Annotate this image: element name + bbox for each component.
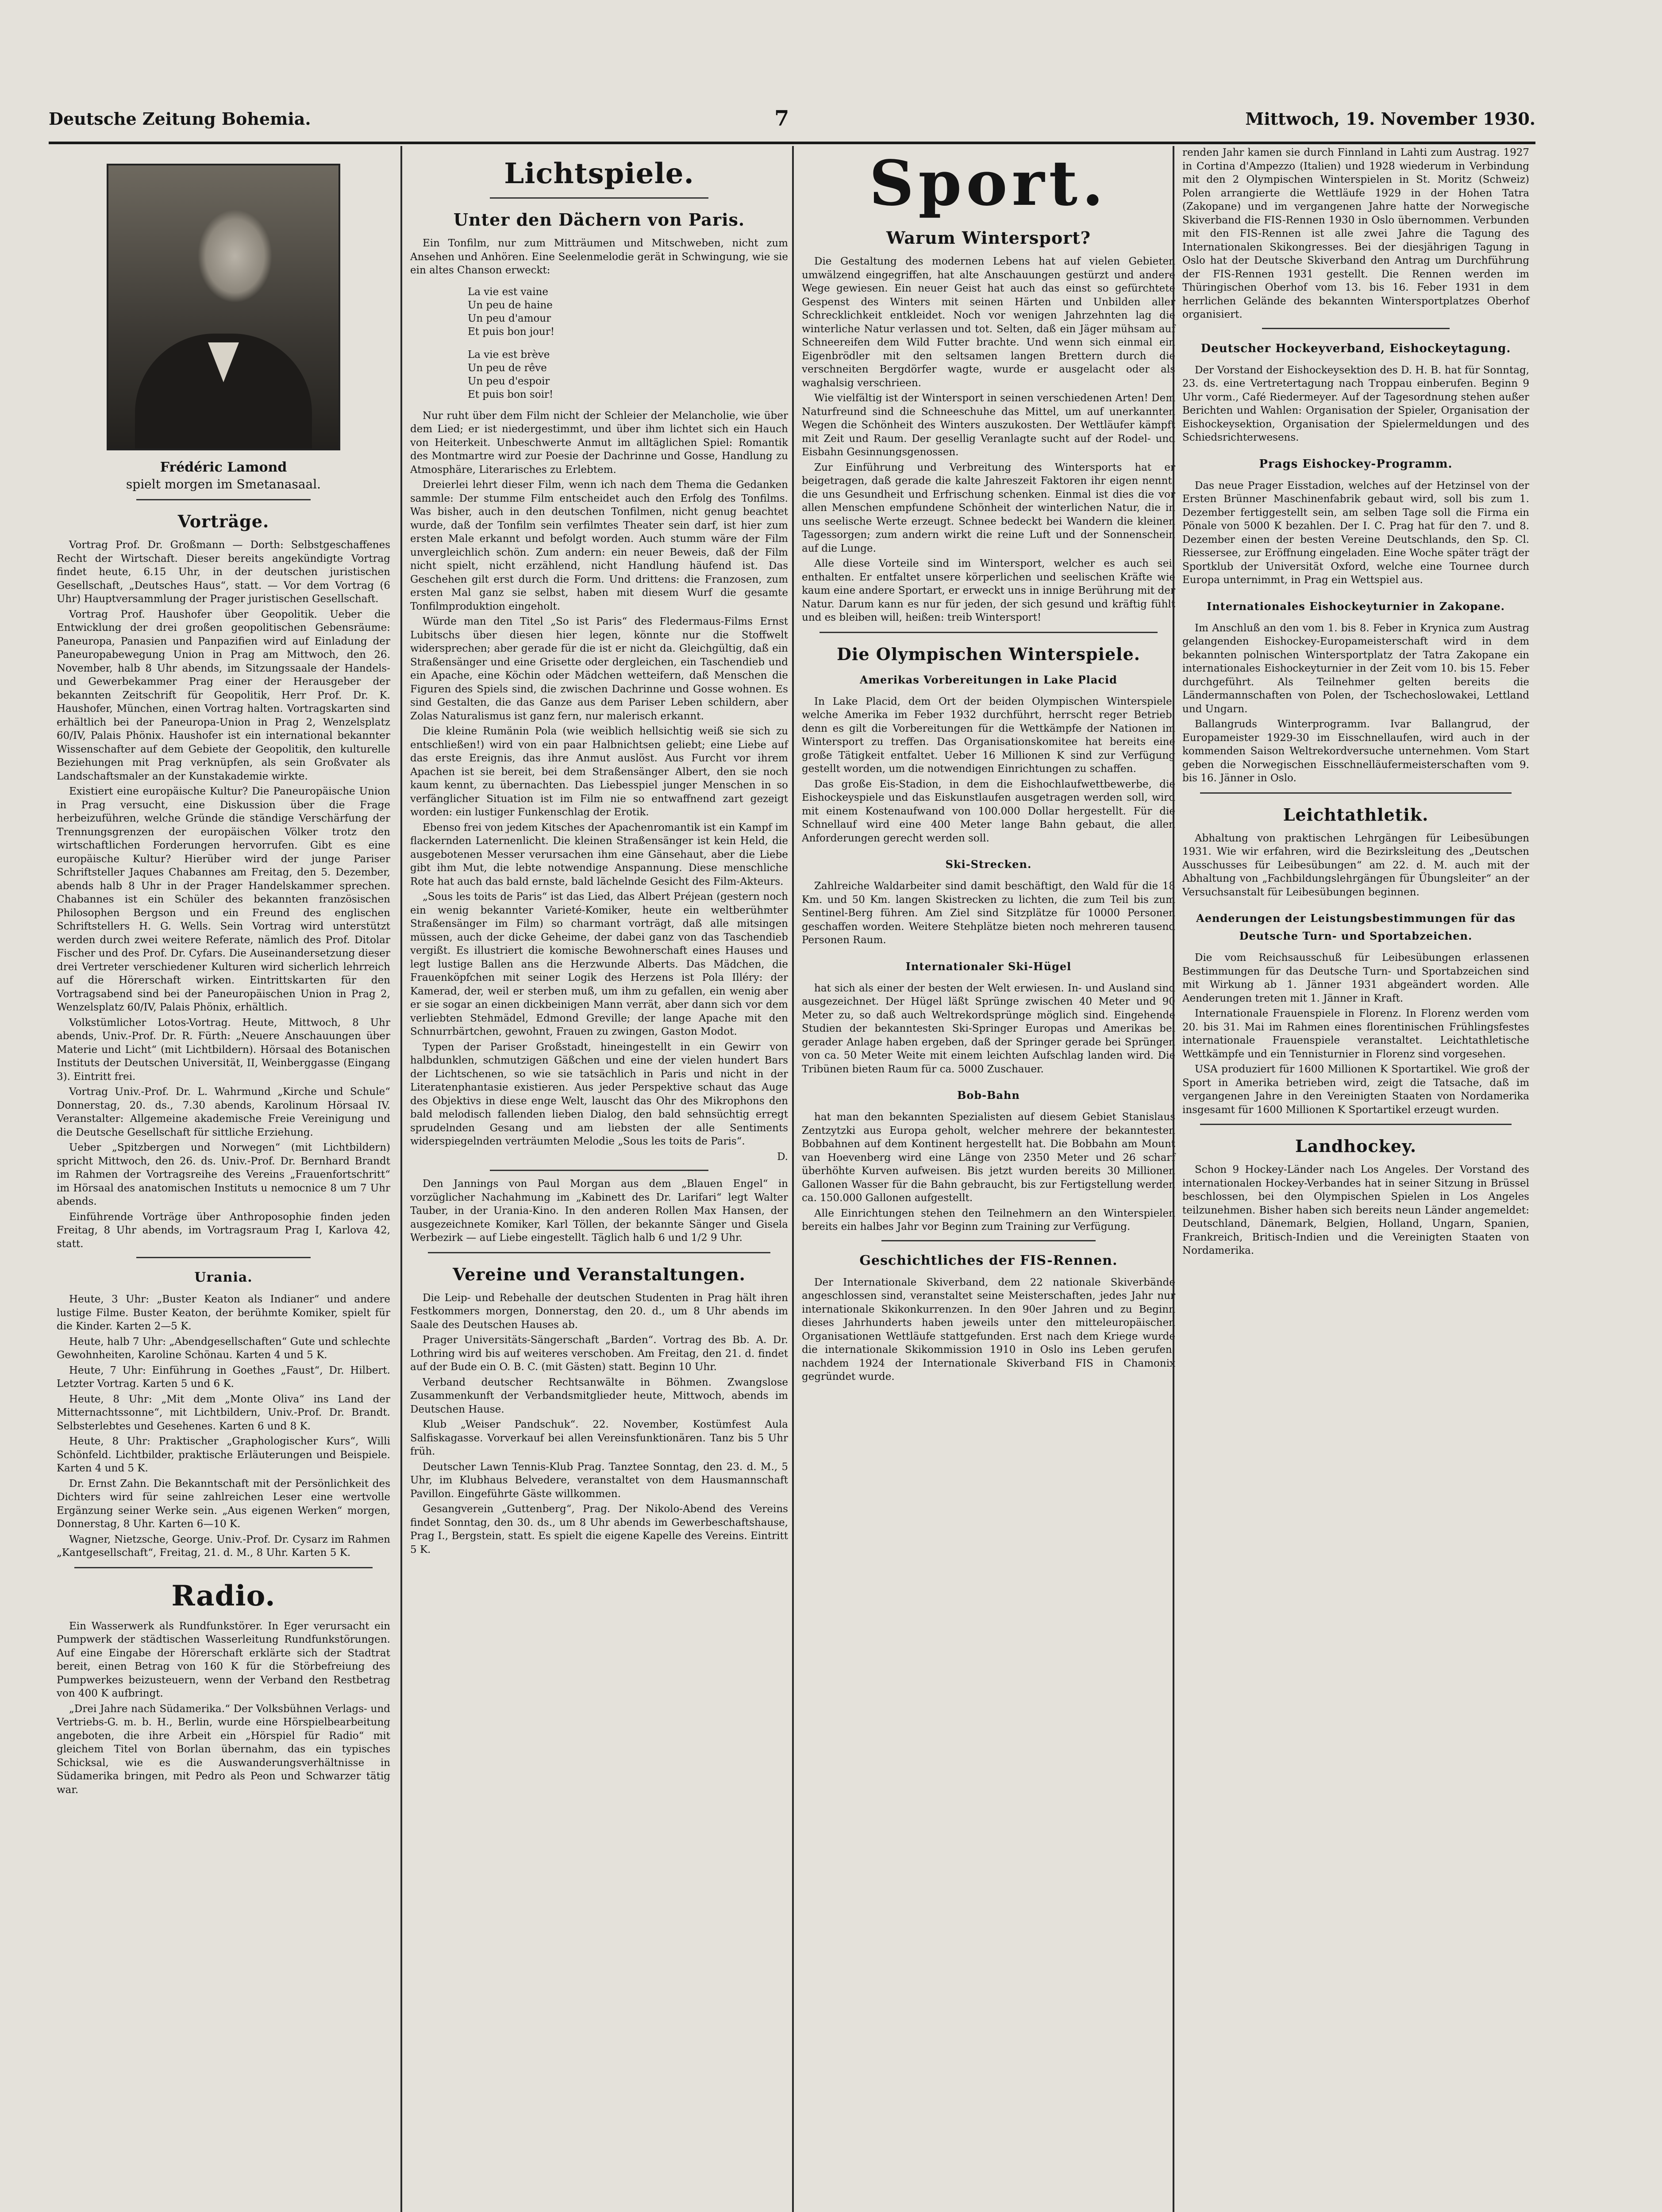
article-paragraph: Heute, 3 Uhr: „Buster Keaton als Indianer“ und andere lustige Filme. Buster Keaton, der berühmte Komiker, spielt für die Kinder. Karten 2—5 K. xyxy=(57,1294,390,1332)
article-paragraph: Die Gestaltung des modernen Lebens hat auf vielen Gebieten umwälzend eingegriffen, hat alte Anschauungen gestürzt und andere Wege gewiesen. Ein neuer Geist hat auch das einst so gefürchtete Gespenst des Winters mit seinen Härten und Unbilden aller Schrecklichkeit entkleidet. Noch vor wenigen Jahrzehnten lag die winterliche Natur verlassen und tot. Selten, daß ein Jäger mühsam auf Schneereifen dem Wild Futter brachte. Und wenn sich einmal ein Eigenbrödler mit den seltsamen langen Brettern durch die verschneiten Bergdörfer wagte, wurde er ausgelacht oder als waghalsig verschrieen. xyxy=(802,256,1175,389)
article-headline: Die Olympischen Winterspiele. xyxy=(836,644,1141,664)
article-paragraph: Vortrag Prof. Dr. Großmann — Dorth: Selbstgeschaffenes Recht der Wirtschaft. Dieser bereits angekündigte Vortrag findet heute, 6.15 Uhr, in der deutschen juristischen Gesellschaft, „Deutsches Haus“, statt. — Vor dem Vortrag (6 Uhr) Hauptversammlung der Prager juristischen Gesellschaft. xyxy=(57,539,390,605)
article-headline: Internationales Eishockeyturnier in Zakopane. xyxy=(1206,599,1505,613)
section-title-vereine: Vereine und Veranstaltungen. xyxy=(453,1264,746,1284)
masthead-paper-name: Deutsche Zeitung Bohemia. xyxy=(49,109,311,129)
masthead-page-number: 7 xyxy=(774,106,789,131)
article-paragraph: Typen der Pariser Großstadt, hineingestellt in ein Gewirr von halbdunklen, schmutzigen Gäßchen und eine der vielen hundert Bars der Lichtschenen, so wie sie tatsächlich in Paris und nicht in der Literatenphantasie existieren. Aus jeder Perspektive schaut das Auge des Objektivs in diese enge Welt, lauscht das Ohr des Mikrophons den bald melodisch fallenden lieben Dialog, den bald sehnsüchtig erregt sprudelnden Gesang und am liebsten der alle Sentiments widerspiegelnden verträumten Melodie „Sous les toits de Paris“. xyxy=(410,1041,788,1147)
article-paragraph: Wie vielfältig ist der Wintersport in seinen verschiedenen Arten! Dem Naturfreund sind die Schneeschuhe das Mittel, um auf unerkannten Wegen die Schönheit des Winters auszukosten. Der Wettläufer kämpft mit Zeit und Raum. Der gesellig Veranlagte sucht auf der Rodel- und Eisbahn Gesinnungsgenossen. xyxy=(802,392,1176,458)
article-paragraph: Abhaltung von praktischen Lehrgängen für Leibesübungen 1931. Wie wir erfahren, wird die Bezirksleitung des „Deutschen Ausschusses für Leibesübungen“ am 22. d. M. auch mit der Abhaltung von „Fachbildungslehrgängen für Übungsleiter“ an der Versuchsanstalt für Leibesübungen beginnen. xyxy=(1182,832,1529,898)
divider xyxy=(490,1170,708,1171)
article-headline: Aenderungen der Leistungsbestimmungen für das Deutsche Turn- und Sportabzeichen. xyxy=(1196,912,1516,942)
article-paragraph: Wagner, Nietzsche, George. Univ.-Prof. Dr. Cysarz im Rahmen „Kantgesellschaft“, Freitag, 21. d. M., 8 Uhr. Karten 5 K. xyxy=(57,1533,390,1559)
article-paragraph: hat man den bekannten Spezialisten auf diesem Gebiet Stanislaus Zentzytzki aus Europa geholt, welcher mehrere der bekanntesten Bobbahnen auf dem Kontinent hergestellt hat. Die Bobbahn am Mount van Hoevenberg wird eine Länge von 2350 Meter und 26 scharf überhöhte Kurven aufweisen. Bis jetzt wurden bereits 30 Millionen Gallonen Wasser für die Bahn gebraucht, bis zur Fertigstellung werden ca. 150.000 Gallonen aufgestellt. xyxy=(802,1111,1175,1204)
section-title-sport: Sport. xyxy=(869,147,1108,220)
article-subheadline: Ski-Strecken. xyxy=(945,858,1032,871)
article-paragraph: Würde man den Titel „So ist Paris“ des Fledermaus-Films Ernst Lubitschs über diesen hier legen, könnte nur die Stoffwelt widersprechen; aber gerade für die ist er nicht da. Gleichgültig, daß ein Straßensänger und eine Grisette oder dergleichen, ein Taschendieb und ein Apache, eine Köchin oder Mädchen wetteifern, daß Menschen die Figuren des Spiels sind, die zwischen Dachrinne und Gosse wohnen. Es sind Gestalten, die das Ganze aus dem Pariser Leben schildern, aber Zolas Naturalismus ist ganz fern, nur malerisch erkannt. xyxy=(410,616,788,722)
article-headline: Deutscher Hockeyverband, Eishockeytagung. xyxy=(1200,342,1511,355)
article-headline: Prags Eishockey-Programm. xyxy=(1259,457,1453,471)
masthead-date: Mittwoch, 19. November 1930. xyxy=(1245,109,1535,129)
verse-line: La vie est brève xyxy=(468,349,550,361)
masthead xyxy=(49,106,1535,144)
article-paragraph: Die kleine Rumänin Pola (wie weiblich hellsichtig weiß sie sich zu entschließen!) wird von ein paar Halbnichtsen geliebt; eine Liebe auf das erste Ereignis, das ihre Anmut auslöst. Aus Furcht vor ihrem Apachen ist sie bereit, bei dem Straßensänger Albert, den sie noch kaum kennt, zu übernachten. Das Liebesspiel junger Menschen in so verfänglicher Situation ist im Film nie so entwaffnend zart gezeigt worden: ein lustiger Funkenschlag der Erotik. xyxy=(410,726,788,818)
article-paragraph: Heute, 8 Uhr: Praktischer „Graphologischer Kurs“, Willi Schönfeld. Lichtbilder, praktische Erläuterungen und Beispiele. Karten 4 und 5 K. xyxy=(57,1436,390,1474)
verse-line: Un peu d'espoir xyxy=(468,375,550,387)
article-paragraph: Ein Tonfilm, nur zum Mitträumen und Mitschweben, nicht zum Ansehen und Anhören. Eine Seelenmelodie gerät in Schwingung, wie sie ein altes Chanson erweckt: xyxy=(410,238,788,276)
article-paragraph: Ein Wasserwerk als Rundfunkstörer. In Eger verursacht ein Pumpwerk der städtischen Wasserleitung Rundfunkstörungen. Auf eine Eingabe der Hörerschaft erklärte sich der Stadtrat bereit, einen Betrag von 160 K für die Störbefreiung des Pumpwerkes beizusteuern, wenn der Verband den Restbetrag von 400 K aufbringt. xyxy=(57,1620,390,1699)
article-subheadline: Bob-Bahn xyxy=(957,1089,1020,1102)
article-paragraph: In Lake Placid, dem Ort der beiden Olympischen Winterspiele, welche Amerika im Feber 1932 durchführt, herrscht reger Betrieb, denn es gilt die Vorbereitungen für die Wettkämpfe der Nationen im Wintersport zu treffen. Das Organisationskomitee hat bereits eine große Tätigkeit entfaltet. Ueber 16 Millionen K sind zur Verfügung gestellt worden, um die notwendigen Einrichtungen zu schaffen. xyxy=(802,695,1175,775)
verse-line: La vie est vaine xyxy=(468,286,549,298)
section-title-lichtspiele: Lichtspiele. xyxy=(504,157,694,190)
article-paragraph: Ebenso frei von jedem Kitsches der Apachenromantik ist ein Kampf im flackernden Laternenlicht. Die kleinen Straßensänger ist kein Held, die ausgebotenen Messer verursachen ihm eine Gänsehaut, aber die Liebe gibt ihm Mut, die lebte notwendige Anspannung. Diese menschliche Rote hat auch das bald ernste, bald lächelnde Gesicht des Film-Akteurs. xyxy=(410,822,788,887)
verse-line: Un peu de rêve xyxy=(468,362,547,374)
article-paragraph: Zur Einführung und Verbreitung des Wintersports hat er beigetragen, daß gerade die kalte Jahreszeit Faktoren ihr eigen nennt, die uns Gesundheit und Erfrischung schenken. Einmal ist dies die vor allen Menschen empfundene Schönheit der winterlichen Natur, die in uns seelische Werte erzeugt. Schnee bedeckt bei Wandern die kleinen Tagessorgen; zum andern wirkt die reine Luft und der Sonnenschein auf die Lunge. xyxy=(802,461,1175,554)
section-title-leichtathletik: Leichtathletik. xyxy=(1283,804,1429,825)
article-paragraph: Ballangruds Winterprogramm. Ivar Ballangrud, der Europameister 1929-30 im Eisschnellaufen, wird auch in der kommenden Saison Weltrekordversuche unternehmen. Vom Start geben die Norwegischen Eisschnelläufermeisterschaften vom 9. bis 16. Jänner in Oslo. xyxy=(1182,718,1529,784)
article-subheadline: Amerikas Vorbereitungen in Lake Placid xyxy=(860,673,1117,686)
verse-line: Un peu d'amour xyxy=(468,312,551,324)
column-4 xyxy=(1173,146,1537,2212)
article-headline: Warum Wintersport? xyxy=(886,228,1091,248)
article-paragraph: Klub „Weiser Pandschuk“. 22. November, Kostümfest Aula Salfiskagasse. Vorverkauf bei allen Vereinsfunktionären. Tanz bis 5 Uhr früh. xyxy=(410,1419,788,1457)
article-headline: Unter den Dächern von Paris. xyxy=(453,210,745,230)
divider xyxy=(1200,792,1512,794)
article-paragraph: Heute, 8 Uhr: „Mit dem „Monte Oliva“ ins Land der Mitternachtssonne“, mit Lichtbildern, Univ.-Prof. Dr. Brandt. Selbsterlebtes und Gesehenes. Karten 6 und 8 K. xyxy=(57,1393,390,1432)
article-paragraph: hat sich als einer der besten der Welt erwiesen. In- und Ausland sind ausgezeichnet. Der Hügel läßt Sprünge zwischen 40 Meter und 90 Meter zu, so daß auch Weltrekordsprünge möglich sind. Eingehende Studien der bekanntesten Ski-Springer Europas und Amerikas bei gerader Anlage haben ergeben, daß der Springer gerade bei Sprüngen von ca. 50 Meter Weite mit einem leichten Aufschlag landen wird. Die Tribünen bieten Raum für ca. 5000 Zuschauer. xyxy=(802,982,1175,1075)
article-paragraph: Schon 9 Hockey-Länder nach Los Angeles. Der Vorstand des internationalen Hockey-Verbandes hat in seiner Sitzung in Brüssel beschlossen, bei den Olympischen Spielen in Los Angeles teilzunehmen. Bisher haben sich bereits neun Länder angemeldet: Deutschland, Dänemark, Belgien, Holland, Ungarn, Spanien, Frankreich, Britisch-Indien und die Vereinigten Staaten von Nordamerika. xyxy=(1182,1164,1529,1256)
article-headline: Geschichtliches der FIS-Rennen. xyxy=(859,1252,1118,1268)
verse-line: Et puis bon jour! xyxy=(468,326,555,338)
article-paragraph: Einführende Vorträge über Anthroposophie finden jeden Freitag, 8 Uhr abends, im Vortragsraum Prag I, Karlova 42, statt. xyxy=(57,1211,390,1250)
divider xyxy=(1262,328,1450,329)
article-paragraph: Heute, 7 Uhr: Einführung in Goethes „Faust“, Dr. Hilbert. Letzter Vortrag. Karten 5 und 6 K. xyxy=(57,1364,390,1390)
divider xyxy=(136,1257,311,1258)
divider xyxy=(881,1240,1096,1241)
article-subheadline: Internationaler Ski-Hügel xyxy=(905,960,1072,973)
article-paragraph: Alle Einrichtungen stehen den Teilnehmern an den Winterspielen bereits ein halbes Jahr vor Beginn zum Training zur Verfügung. xyxy=(802,1207,1175,1233)
article-paragraph: Im Anschluß an den vom 1. bis 8. Feber in Krynica zum Austrag gelangenden Eishockey-Europameisterschaft wird in dem bekannten polnischen Wintersportplatz der Tatra Zakopane ein internationales Eishockeyturnier in der Zeit vom 10. bis 15. Feber durchgeführt. Als Teilnehmer gelten bereits die Ländermannschaften von Polen, der Tschechoslowakei, Lettland und Ungarn. xyxy=(1182,622,1529,715)
divider xyxy=(1200,1124,1512,1125)
chanson-verse xyxy=(468,285,788,401)
divider xyxy=(428,1252,770,1253)
article-paragraph: „Drei Jahre nach Südamerika.“ Der Volksbühnen Verlags- und Vertriebs-G. m. b. H., Berlin, wurde eine Hörspielbearbeitung angeboten, die ihre Arbeit ein „Hörspiel für Radio“ mit gleichem Titel von Borlan übernahm, das ein typisches Schicksal, wie es die Auswanderungsverhältnisse in Südamerika bringen, mit Pedro als Peon und Schwarzer tätig war. xyxy=(57,1703,390,1796)
article-paragraph: Vortrag Prof. Haushofer über Geopolitik. Ueber die Entwicklung der drei großen geopolitischen Gebensräume: Paneuropa, Panasien und Panpazifien wird auf Einladung der Paneuropabewegung Union in Prag am Mittwoch, den 26. November, halb 8 Uhr abends, im Sitzungssaale der Handels- und Gewerbekammer Prag einer der Herausgeber der bekannten Zeitschrift für Geopolitik, Herr Prof. Dr. K. Haushofer, München, einen Vortrag halten. Vortragskarten sind erhältlich bei der Paneuropa-Union in Prag 2, Wenzelsplatz 60/IV, Palais Phönix. Haushofer ist ein international bekannter Wissenschafter auf dem Gebiete der Geopolitik, den kulturelle Beziehungen mit Prag verknüpfen, als sein Großvater als Landschaftsmaler an der Kunstakademie wirkte. xyxy=(57,608,390,782)
article-paragraph: Das neue Prager Eisstadion, welches auf der Hetzinsel von der Ersten Brünner Maschinenfabrik gebaut wird, soll bis zum 1. Dezember fertiggestellt sein, am selben Tage soll die Firma ein Pönale von 5000 K bezahlen. Der I. C. Prag hat für den 7. und 8. Dezember einen der besten Vereine Deutschlands, den Sp. Cl. Riessersee, zur Eröffnung eingeladen. Eine Woche später trägt der Sportklub der Universität Oxford, welche eine Tournee durch Europa unternimmt, in Prag ein Wettspiel aus. xyxy=(1182,480,1529,586)
article-paragraph: Alle diese Vorteile sind im Wintersport, welcher es auch sei, enthalten. Er entfaltet unsere körperlichen und seelischen Kräfte wie kaum eine andere Sportart, er erweckt uns in innige Berührung mit der Natur. Darum kann es nur für jeden, der sich gesund und kräftig fühlt und es bleiben will, heißen: treib Wintersport! xyxy=(802,558,1175,623)
divider xyxy=(490,197,708,199)
article-paragraph: Der Vorstand der Eishockeysektion des D. H. B. hat für Sonntag, 23. ds. eine Vertretertagung nach Troppau einberufen. Beginn 9 Uhr vorm., Café Riedermeyer. Auf der Tagesordnung stehen außer Berichten und Wahlen: Organisation der Spieler, Organisation der Eishockeysektion, Organisation der Spielermeldungen und des Schiedsrichterwesens. xyxy=(1182,364,1529,443)
article-paragraph: Dr. Ernst Zahn. Die Bekanntschaft mit der Persönlichkeit des Dichters wird für seine zahlreichen Leser eine wertvolle Ergänzung seiner Werke sein. „Aus eigenen Werken“ morgen, Donnerstag, 8 Uhr. Karten 6—10 K. xyxy=(57,1478,390,1530)
verse-line: Un peu de haine xyxy=(468,299,553,311)
article-paragraph: Existiert eine europäische Kultur? Die Paneuropäische Union in Prag versucht, eine Diskussion über die Frage herbeizuführen, welche Gründe die ständige Verschärfung der Trennungsgrenzen der europäischen Völker trotz den wirtschaftlichen Forderungen hervorrufen. Gibt es eine europäische Kultur? Hierüber wird der junge Pariser Schriftsteller Jaques Chabannes am Freitag, den 5. Dezember, abends halb 8 Uhr in der Prager Handelskammer sprechen. Chabannes ist ein Schüler des bekannten französischen Philosophen Bergson und ein Freund des englischen Schriftstellers H. G. Wells. Sein Vortrag wird unterstützt werden durch zwei weitere Referate, nämlich des Prof. Ditolar Fischer und des Prof. Dr. Cyfars. Die Auseinandersetzung dieser drei Vertreter verschiedener Kulturen wird sicherlich lehrreich auf die Hörerschaft wirken. Eintrittskarten für den Vortragsabend sind bei der Paneuropäischen Union in Prag 2, Wenzelsplatz 60/IV, Palais Phönix, erhältlich. xyxy=(57,786,390,1013)
article-paragraph: Das große Eis-Stadion, in dem die Eishochlaufwettbewerbe, die Eishockeyspiele und das Eiskunstlaufen ausgetragen werden soll, wird mit einem Kostenaufwand von 100.000 Dollar hergestellt. Für die Schnellauf wird eine 400 Meter lange Bahn gebaut, die allen Anforderungen gerecht werden soll. xyxy=(802,778,1175,844)
photo-caption-name: Frédéric Lamond xyxy=(160,460,287,475)
photo-caption-sub: spielt morgen im Smetanasaal. xyxy=(126,477,321,492)
section-title-radio: Radio. xyxy=(171,1579,276,1613)
article-paragraph: Gesangverein „Guttenberg“, Prag. Der Nikolo-Abend des Vereins findet Sonntag, den 30. ds., um 8 Uhr abends im Gewerbeschaftshause, Prag I., Bergstein, statt. Es spielt die eigene Kapelle des Vereins. Eintritt 5 K. xyxy=(410,1503,788,1555)
section-title-landhockey: Landhockey. xyxy=(1295,1136,1417,1156)
article-paragraph: Ueber „Spitzbergen und Norwegen“ (mit Lichtbildern) spricht Mittwoch, den 26. ds. Univ.-Prof. Dr. Bernhard Brandt im Rahmen der Vortragsreihe des Vereins „Frauenfortschritt“ im Hörsaal des anatomischen Instituts u nemocnice 8 um 7 Uhr abends. xyxy=(57,1142,390,1207)
divider xyxy=(819,632,1158,633)
section-title-urania: Urania. xyxy=(194,1270,253,1285)
article-paragraph: Nur ruht über dem Film nicht der Schleier der Melancholie, wie über dem Lied; er ist niedergestimmt, und über ihm lichtet sich ein Hauch von Heiterkeit. Unbeschwerte Anmut im alltäglichen Spiel: Romantik des Montmartre wird zur Poesie der Dachrinne und Gosse, Handlung zu Atmosphäre, Literarisches zu Erlebtem. xyxy=(410,410,788,476)
portrait-photo xyxy=(107,164,340,450)
article-paragraph: renden Jahr kamen sie durch Finnland in Lahti zum Austrag. 1927 in Cortina d'Ampezzo (Italien) und 1928 wiederum in Verbindung mit den 2 Olympischen Winterspielen in St. Moritz (Schweiz) Polen arrangierte die Wettläufe 1929 in der Hohen Tatra (Zakopane) und im vergangenen Jahre hatte der Norwegische Skiverband die FIS-Rennen 1930 in Oslo übernommen. Verbunden mit den FIS-Rennen ist alle zwei Jahre die Tagung des Internationalen Skikongresses. Bei der diesjährigen Tagung in Oslo hat der Deutsche Skiverband den Antrag um Durchführung der FIS-Rennen 1931 gestellt. Die Rennen werden im Thüringischen Oberhof vom 13. bis 16. Feber 1931 in dem herrlichen Gelände des bekannten Wintersportplatzes Oberhof organisiert. xyxy=(1182,147,1529,320)
verse-line: Et puis bon soir! xyxy=(468,388,554,400)
article-paragraph: „Sous les toits de Paris“ ist das Lied, das Albert Préjean (gestern noch ein wenig bekannter Varieté-Komiker, heute ein weltberühmter Straßensänger im Film) so charmant vorträgt, daß alle mitsingen müssen, auch der dicke Geheime, der dabei ganz von das Taschendieb vergißt. Es illustriert die komische Bewohnerschaft eines Hauses und legt lustige Ballen ans die Herzwunde Alberts. Das Mädchen, die Frauenköpfchen mit seiner Logik des Herzens ist Pola Illéry: der Kamerad, der, weil er sterben muß, um ihm zu gefallen, ein wenig aber er sie sogar an einen dickbeinigen Mann verrät, aber dann sich vor dem verliebten Stehmädel, Edmond Greville; der lange Apache mit den Schnurrbärtchen, gewohnt, Frauen zu zwingen, Gaston Modot. xyxy=(410,891,788,1037)
section-title-vortraege: Vorträge. xyxy=(177,511,269,531)
divider xyxy=(136,499,311,500)
column-2 xyxy=(400,146,796,2212)
article-paragraph: Dreierlei lehrt dieser Film, wenn ich nach dem Thema die Gedanken sammle: Der stumme Film entscheidet auch den Erfolg des Tonfilms. Was bisher, auch in den deutschen Tonfilmen, nicht genug beachtet wurde, daß der Tonfilm sein verfilmtes Theater sein darf, ist hier zum ersten Male erkannt und befolgt worden. Auch stumm wäre der Film unvergleichlich schön. Zum andern: ein neuer Beweis, daß der Film nicht spielt, nicht erzählend, nicht Handlung häufend ist. Das Geschehen gilt erst durch die Form. Und drittens: die Franzosen, zum ersten Mal ganz sie selbst, haben mit diesem Wurf die gesamte Tonfilmproduktion eingeholt. xyxy=(410,479,788,612)
article-paragraph: Verband deutscher Rechtsanwälte in Böhmen. Zwangslose Zusammenkunft der Verbandsmitglieder heute, Mittwoch, abends im Deutschen Hause. xyxy=(410,1376,788,1415)
column-1 xyxy=(49,146,398,2212)
article-paragraph: Deutscher Lawn Tennis-Klub Prag. Tanztee Sonntag, den 23. d. M., 5 Uhr, im Klubhaus Belvedere, veranstaltet von dem Hausmannschaft Pavillon. Eingeführte Gäste willkommen. xyxy=(410,1461,788,1500)
article-paragraph: Prager Universitäts-Sängerschaft „Barden“. Vortrag des Bb. A. Dr. Lothring wird bis auf weiteres verschoben. Am Freitag, den 21. d. findet auf der Bude ein O. B. C. (mit Gästen) statt. Beginn 10 Uhr. xyxy=(410,1334,788,1373)
article-paragraph: Zahlreiche Waldarbeiter sind damit beschäftigt, den Wald für die 18 Km. und 50 Km. langen Skistrecken zu lichten, die zum Teil bis zum Sentinel-Berg führen. Am Ziel sind Sitzplätze für 10000 Personen geschaffen worden. Weitere Stehplätze bieten noch mehreren tausend Personen Raum. xyxy=(802,880,1175,946)
photo-caption xyxy=(57,459,390,493)
article-paragraph: Heute, halb 7 Uhr: „Abendgesellschaften“ Gute und schlechte Gewohnheiten, Karoline Schönau. Karten 4 und 5 K. xyxy=(57,1336,390,1361)
article-paragraph: Den Jannings von Paul Morgan aus dem „Blauen Engel“ in vorzüglicher Nachahmung im „Kabinett des Dr. Larifari“ legt Walter Tauber, in der Urania-Kino. In den anderen Rollen Max Hansen, der ausgezeichnete Komiker, Karl Töllen, der bekannte Sänger und Gisela Werbezirk — auf Liebe eingestellt. Täglich halb 6 und 1/2 9 Uhr. xyxy=(410,1178,788,1244)
article-paragraph: Die vom Reichsausschuß für Leibesübungen erlassenen Bestimmungen für das Deutsche Turn- und Sportabzeichen sind mit Wirkung ab 1. Jänner 1931 abgeändert worden. Alle Aenderungen treten mit 1. Jänner in Kraft. xyxy=(1182,952,1529,1004)
article-paragraph: Der Internationale Skiverband, dem 22 nationale Skiverbände angeschlossen sind, veranstaltet seine Meisterschaften, jedes Jahr nur internationale Skikonkurrenzen. In den 90er Jahren und zu Beginn dieses Jahrhunderts haben jeweils unter den mitteleuropäischen Organisationen Wettläufe stattgefunden. Erst nach dem Kriege wurde die internationale Skikommission 1910 in Oslo ins Leben gerufen, nachdem 1924 der Internationale Skiverband FIS in Chamonix gegründet wurde. xyxy=(802,1276,1175,1382)
article-signature: D. xyxy=(777,1151,788,1163)
article-paragraph: Vortrag Univ.-Prof. Dr. L. Wahrmund „Kirche und Schule“ Donnerstag, 20. ds., 7.30 abends, Karolinum Hörsaal IV. Veranstalter: Allgemeine akademische Freie Vereinigung und die Deutsche Gesellschaft für sittliche Erziehung. xyxy=(57,1086,390,1138)
column-3 xyxy=(792,146,1183,2212)
article-paragraph: Internationale Frauenspiele in Florenz. In Florenz werden vom 20. bis 31. Mai im Rahmen eines florentinischen Frühlingsfestes internationale Frauenspiele veranstaltet. Leichtathletische Wettkämpfe und ein Tennisturnier in Florenz sind vorgesehen. xyxy=(1182,1008,1529,1060)
divider xyxy=(74,1567,373,1568)
article-paragraph: Volkstümlicher Lotos-Vortrag. Heute, Mittwoch, 8 Uhr abends, Univ.-Prof. Dr. R. Fürth: „Neuere Anschauungen über Materie und Licht“ (mit Lichtbildern). Hörsaal des Botanischen Instituts der Deutschen Universität, II, Weinberggasse (Eingang 3). Eintritt frei. xyxy=(57,1017,390,1083)
article-paragraph: USA produziert für 1600 Millionen K Sportartikel. Wie groß der Sport in Amerika betrieben wird, zeigt die Tatsache, daß im vergangenen Jahre in den Vereinigten Staaten von Nordamerika insgesamt für 1600 Millionen K Sportartikel erzeugt wurden. xyxy=(1182,1064,1529,1116)
article-paragraph: Die Leip- und Rebehalle der deutschen Studenten in Prag hält ihren Festkommers morgen, Donnerstag, den 20. d., um 8 Uhr abends im Saale des Deutschen Hauses ab. xyxy=(410,1292,788,1331)
